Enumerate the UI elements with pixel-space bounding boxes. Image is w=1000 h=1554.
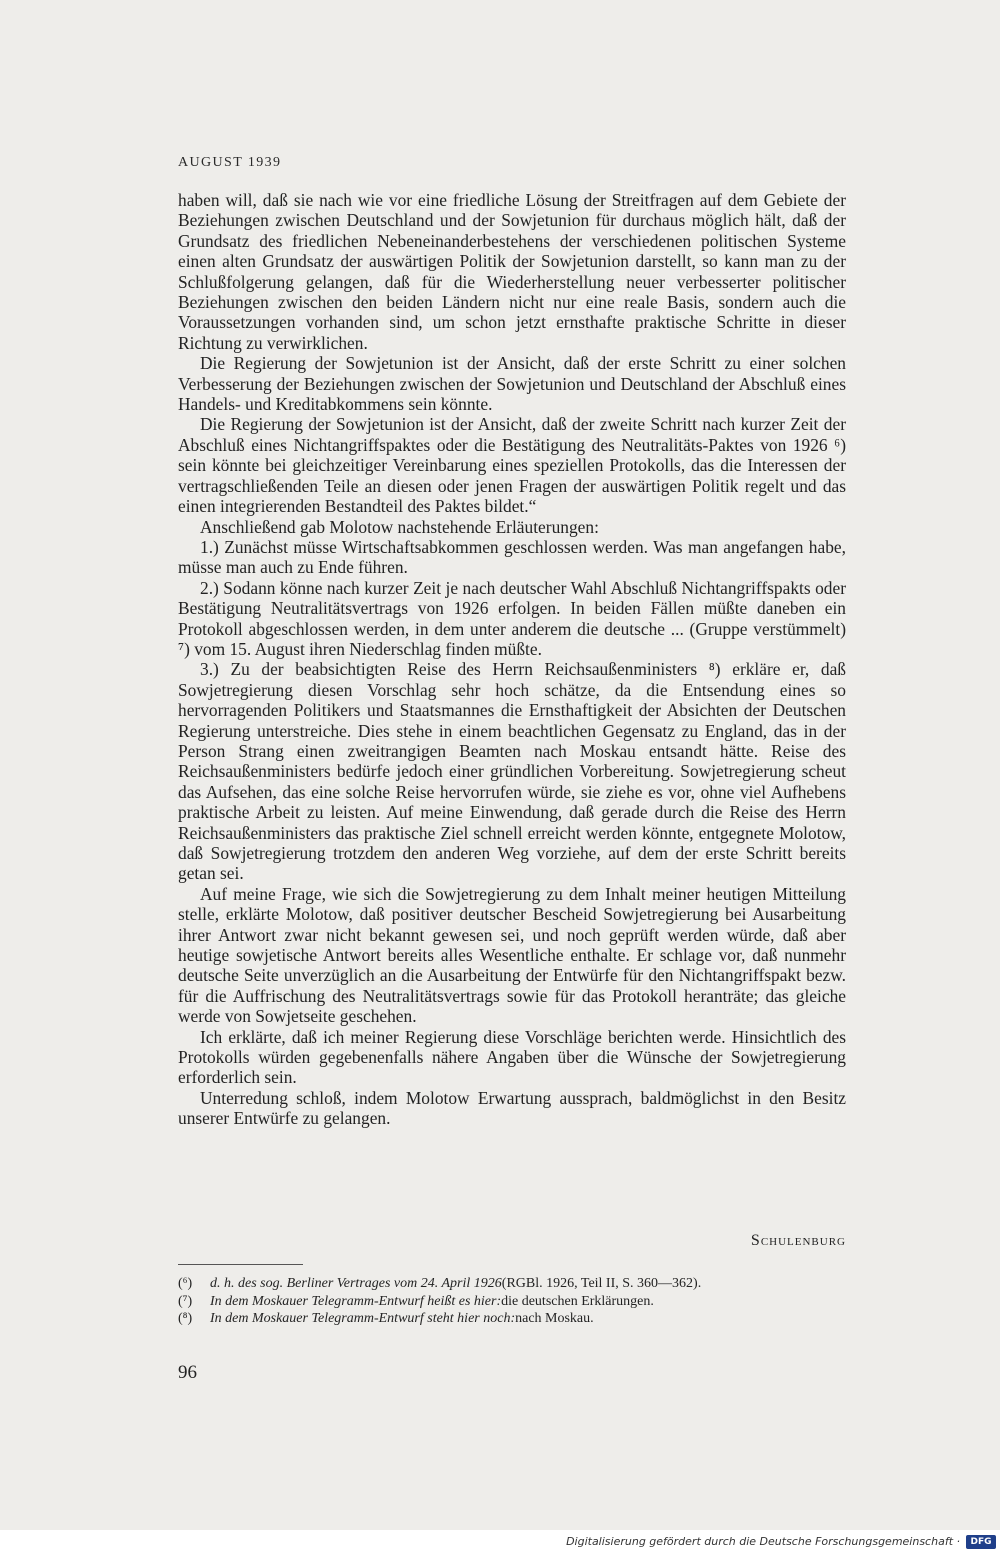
- footnote-mark: (⁷): [178, 1293, 193, 1309]
- paragraph: 2.) Sodann könne nach kurzer Zeit je nach deutscher Wahl Abschluß Nichtangriffspakts oder Bestätigung Neutralitätsvertrags von 1926 erfolgen. In beiden Fällen müßte daneben ein Protokoll abgeschlossen werden, in dem unter anderem die deutsche ... (Gruppe verstümmelt) ⁷) vom 15. August ihren Niederschlag finden müßte.: [178, 577, 846, 659]
- body-text: [178, 190, 846, 1129]
- digitization-credit-bar: [0, 1532, 1000, 1554]
- footnote-italic-text: d. h. des sog. Berliner Vertrages vom 24. April 1926: [210, 1276, 502, 1291]
- footnote: [178, 1293, 858, 1311]
- paragraph: Ich erklärte, daß ich meiner Regierung diese Vorschläge berichten werde. Hinsichtlich des Protokolls würden gegebenenfalls nähere Angaben über die Wünsche der Sowjetregierung erforderlich sein.: [178, 1026, 846, 1088]
- paragraph: Anschließend gab Molotow nachstehende Erläuterungen:: [200, 516, 599, 537]
- footnote: [178, 1310, 858, 1328]
- credit-text: Digitalisierung gefördert durch die Deutsche Forschungsgemeinschaft ·: [566, 1535, 960, 1548]
- running-head: AUGUST 1939: [178, 155, 282, 170]
- paragraph: Unterredung schloß, indem Molotow Erwartung aussprach, baldmöglichst in den Besitz unserer Entwürfe zu gelangen.: [178, 1087, 846, 1129]
- footnote-italic-text: In dem Moskauer Telegramm-Entwurf steht hier noch:: [210, 1311, 516, 1326]
- footnote-text: die deutschen Erklärungen.: [501, 1293, 654, 1309]
- footnote-divider: [178, 1264, 303, 1265]
- paragraph: haben will, daß sie nach wie vor eine friedliche Lösung der Streitfragen auf dem Gebiete der Beziehungen zwischen Deutschland und der Sowjetunion für durchaus möglich hält, daß der Grundsatz des friedlichen Nebeneinanderbestehens der verschiedenen politischen Systeme einen alten Grundsatz der auswärtigen Politik der Sowjetunion darstellt, so kann man zu der Schlußfolgerung gelangen, daß für die Wiederherstellung neuer verbesserter politischer Beziehungen zwischen den beiden Ländern nicht nur eine reale Basis, sondern auch die Voraussetzungen vorhanden sind, um schon jetzt ernsthafte praktische Schritte in dieser Richtung zu verwirklichen.: [178, 190, 846, 353]
- paragraph: Auf meine Frage, wie sich die Sowjetregierung zu dem Inhalt meiner heutigen Mitteilung stelle, erklärte Molotow, daß positiver deutscher Bescheid Sowjetregierung bei Ausarbeitung ihrer Antwort zwar nicht bekannt gewesen sei, und noch geprüft werden würde, daß aber heutige sowjetische Antwort bereits alles Wesentliche enthalte. Er schlage vor, daß nunmehr deutsche Seite unverzüglich an die Ausarbeitung der Entwürfe für den Nichtangriffspakt bezw. für die Auffrischung des Neutralitätsvertrags sowie für das Protokoll heranträte; das gleiche werde von Sowjetseite geschehen.: [178, 883, 846, 1027]
- footnote-text: nach Moskau.: [515, 1311, 594, 1326]
- page-number: 96: [178, 1362, 197, 1383]
- footnote-text: (RGBl. 1926, Teil II, S. 360—362).: [501, 1276, 702, 1291]
- paragraph: 3.) Zu der beabsichtigten Reise des Herrn Reichsaußenministers ⁸) erkläre er, daß Sowjetregierung diesen Vorschlag sehr hoch schätze, da die Entsendung eines so hervorragenden Politikers und Staatsmannes die Ernsthaftigkeit der Absichten der Deutschen Regierung unterstreiche. Dies stehe in einem beachtlichen Gegensatz zu England, das in der Person Strang einen zweitrangigen Beamten nach Moskau entsandt hätte. Reise des Reichsaußenministers bedürfe jedoch einer gründlichen Vorbereitung. Sowjetregierung scheut das Aufsehen, das eine solche Reise hervorrufen würde, sie ziehe es vor, ohne viel Aufhebens praktische Arbeit zu leisten. Auf meine Einwendung, daß gerade durch die Reise des Herrn Reichsaußenministers das praktische Ziel schnell erreicht werden könnte, entgegnete Molotow, daß Sowjetregierung trotzdem den anderen Weg vorziehe, auf dem der erste Schritt bereits getan sei.: [178, 659, 846, 884]
- footnote-mark: (⁸): [178, 1311, 193, 1326]
- footnotes: [178, 1275, 858, 1328]
- signature: Schulenburg: [750, 1232, 846, 1249]
- paragraph: Die Regierung der Sowjetunion ist der Ansicht, daß der zweite Schritt nach kurzer Zeit der Abschluß eines Nichtangriffspaktes oder die Bestätigung des Neutralitäts-Paktes von 1926 ⁶) sein könnte bei gleichzeitiger Vereinbarung eines speziellen Protokolls, das die Interessen der vertragschließenden Teile an diesen oder jenen Fragen der auswärtigen Politik regelt und das einen integrierenden Bestandteil des Paktes bildet.“: [178, 414, 846, 517]
- paragraph: 1.) Zunächst müsse Wirtschaftsabkommen geschlossen werden. Was man angefangen habe, müsse man auch zu Ende führen.: [178, 536, 846, 578]
- dfg-logo-icon: DFG: [966, 1535, 996, 1549]
- footnote: [178, 1275, 858, 1293]
- paragraph: Die Regierung der Sowjetunion ist der Ansicht, daß der erste Schritt zu einer solchen Verbesserung der Beziehungen zwischen der Sowjetunion und Deutschland der Abschluß eines Handels- und Kreditabkommens sein könnte.: [178, 353, 846, 415]
- footnote-mark: (⁶): [178, 1276, 193, 1291]
- footnote-italic-text: In dem Moskauer Telegramm-Entwurf heißt es hier:: [210, 1293, 502, 1309]
